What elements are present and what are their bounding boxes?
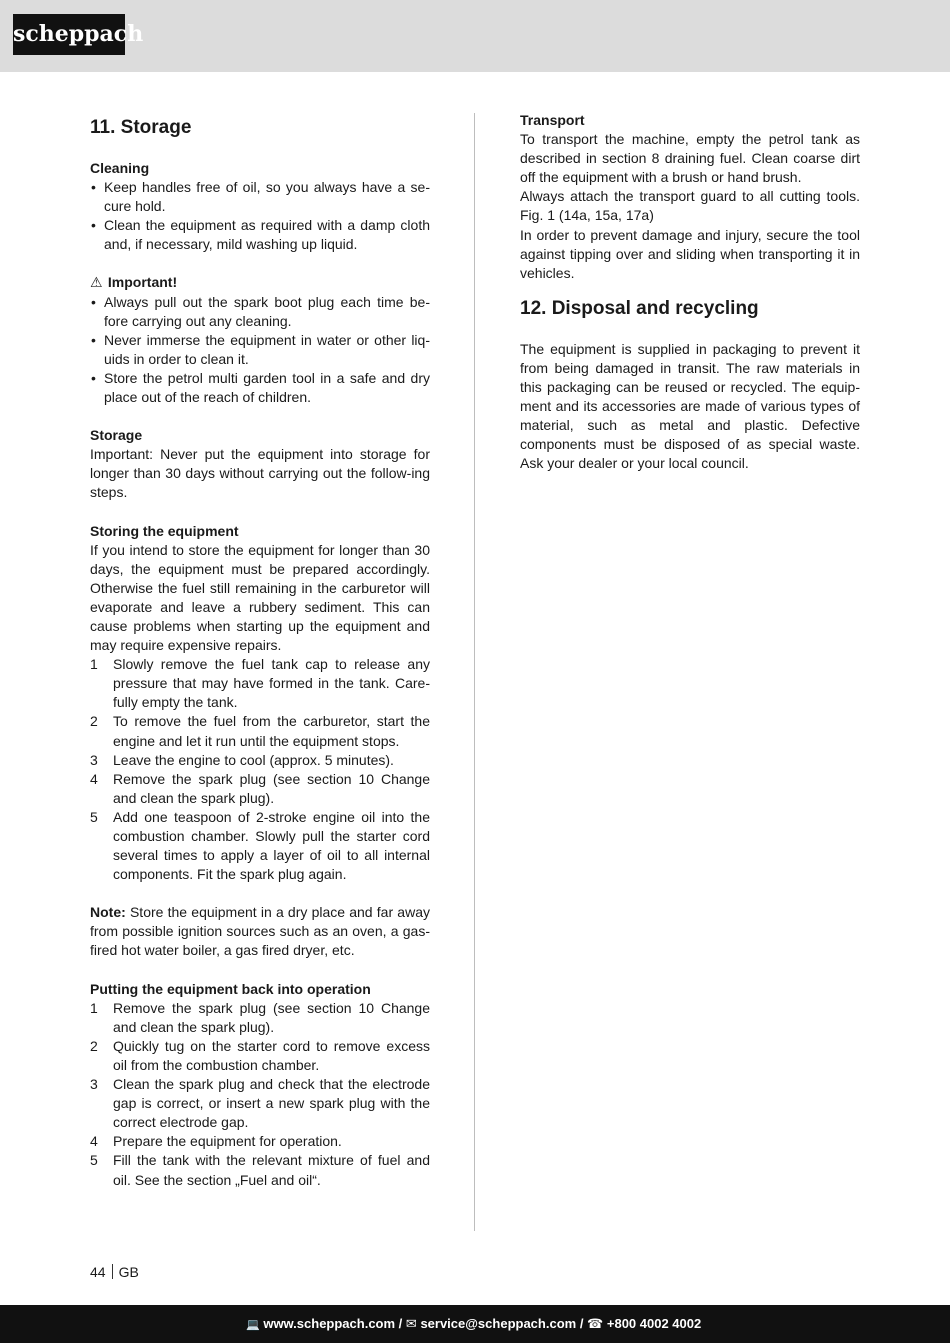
list-item: 4 Prepare the equipment for operation.	[90, 1133, 342, 1150]
list-item: • Always pull out the spark boot plug each time be-fore carrying out any cleaning.	[90, 293, 430, 331]
list-item: • Keep handles free of oil, so you always have a se-cure hold.	[90, 178, 430, 216]
important-label: Important!	[107, 274, 178, 291]
warning-icon: ⚠	[90, 274, 103, 291]
page-number-separator	[112, 1264, 113, 1279]
important-heading	[90, 273, 430, 292]
list-item: 2 To remove the fuel from the carburetor, start the engine and let it run until the equipment stops.	[90, 713, 430, 749]
email-link[interactable]: service@scheppach.com	[420, 1316, 577, 1331]
back-into-operation-steps	[90, 999, 430, 1190]
disposal-text: The equipment is supplied in packaging to prevent it from being damaged in transit. The raw materials in this packaging can be reused or recycled. The equip-ment and its accessories are made of various types of material, such as metal and plastic. Defective components must be disposed of as special waste. Ask your dealer or your local council.	[520, 340, 860, 472]
note-text: Store the equipment in a dry place and far away from possible ignition sources such as an oven, a gas-fired hot water boiler, a gas fired dryer, etc.	[90, 904, 430, 959]
storage-heading: Storage	[90, 427, 143, 444]
footer-contact	[246, 1305, 701, 1344]
footer-separator: /	[576, 1316, 588, 1331]
cleaning-list	[90, 178, 430, 254]
page-number-value: 44	[90, 1264, 106, 1280]
page-footer	[0, 1305, 950, 1343]
list-item: • Clean the equipment as required with a damp cloth and, if necessary, mild washing up liquid.	[90, 216, 430, 254]
page-header	[0, 0, 950, 72]
note-label: Note:	[90, 904, 126, 921]
back-into-operation-heading: Putting the equipment back into operation	[90, 980, 371, 997]
page-language: GB	[118, 1264, 139, 1280]
list-item: 5 Fill the tank with the relevant mixture of fuel and oil. See the section „Fuel and oil“.	[90, 1152, 430, 1188]
list-item: 5 Add one teaspoon of 2-stroke engine oil into the combustion chamber. Slowly pull the starter cord several times to apply a layer of oil to all internal components. Fit the spark plug again.	[90, 808, 430, 883]
storing-text: If you intend to store the equipment for longer than 30 days, the equipment must be prepared accordingly. Otherwise the fuel still remaining in the carburetor will evaporate and leave a rubbery sediment. This can cause problems when starting up the equipment and may require expensive repairs.	[90, 541, 430, 654]
list-item: 4 Remove the spark plug (see section 10 Change and clean the spark plug).	[90, 770, 430, 806]
storing-heading: Storing the equipment	[90, 522, 239, 539]
cleaning-heading: Cleaning	[90, 160, 150, 176]
website-link[interactable]: www.scheppach.com	[263, 1316, 396, 1331]
transport-text-2: Always attach the transport guard to all cutting tools. Fig. 1 (14a, 15a, 17a)	[520, 188, 860, 224]
computer-icon: 💻	[246, 1319, 260, 1331]
list-item: • Store the petrol multi garden tool in a safe and dry place out of the reach of children.	[90, 369, 430, 407]
storing-steps	[90, 655, 430, 884]
list-item: 2 Quickly tug on the starter cord to remove excess oil from the combustion chamber.	[90, 1037, 430, 1073]
footer-separator: /	[395, 1316, 406, 1331]
important-list	[90, 293, 430, 408]
phone-number[interactable]: +800 4002 4002	[606, 1316, 702, 1331]
brand-logo: scheppach	[13, 14, 125, 55]
list-item: 3 Clean the spark plug and check that the electrode gap is correct, or insert a new spark plug with the correct electrode gap.	[90, 1076, 430, 1131]
list-item: 1 Remove the spark plug (see section 10 Change and clean the spark plug).	[90, 999, 430, 1035]
storage-text: Important: Never put the equipment into storage for longer than 30 days without carrying out the follow-ing steps.	[90, 446, 430, 501]
note-paragraph	[90, 903, 430, 960]
mail-icon: ✉	[405, 1316, 417, 1331]
left-column	[90, 110, 430, 1190]
page-number	[90, 1264, 139, 1280]
transport-text-1: To transport the machine, empty the petrol tank as described in section 8 draining fuel. Clean coarse dirt off the equipment with a brush or hand brush.	[520, 131, 860, 186]
section-title-disposal: 12. Disposal and recycling	[520, 297, 759, 319]
column-divider	[474, 113, 475, 1231]
right-column	[520, 111, 860, 474]
list-item: 1 Slowly remove the fuel tank cap to release any pressure that may have formed in the tank. Care-fully empty the tank.	[90, 656, 430, 711]
transport-text-3: In order to prevent damage and injury, secure the tool against tipping over and sliding when transporting it in vehicles.	[520, 226, 860, 281]
list-item: • Never immerse the equipment in water or other liq-uids in order to clean it.	[90, 331, 430, 369]
phone-icon: ☎	[587, 1316, 604, 1331]
list-item: 3 Leave the engine to cool (approx. 5 minutes).	[90, 751, 394, 768]
section-title-storage: 11. Storage	[90, 117, 192, 138]
transport-heading: Transport	[520, 112, 585, 128]
